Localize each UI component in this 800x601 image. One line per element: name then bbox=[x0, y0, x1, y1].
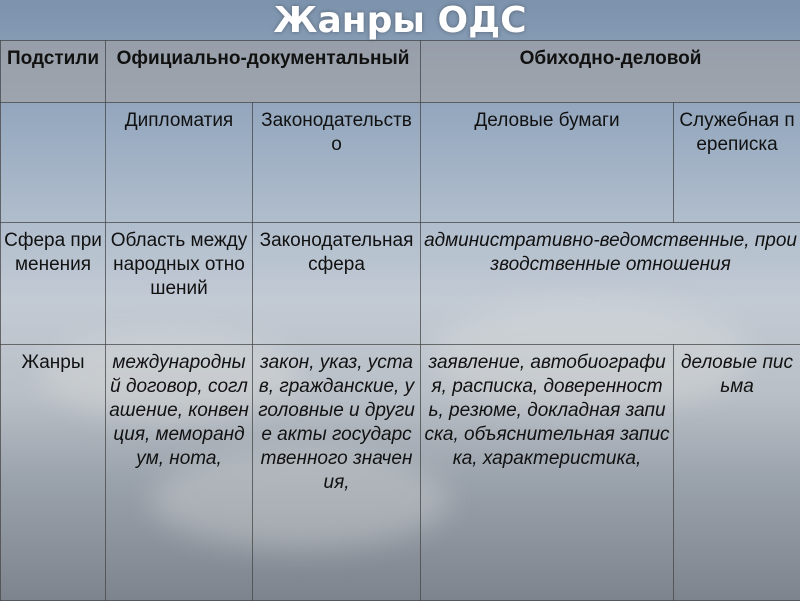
business-papers-subheader: Деловые бумаги bbox=[421, 103, 674, 223]
diplomacy-subheader: Дипломатия bbox=[106, 103, 253, 223]
everyday-business-header: Обиходно-деловой bbox=[421, 41, 800, 103]
genres-table bbox=[0, 40, 800, 601]
sphere-diplomacy: Область международных отношений bbox=[106, 223, 253, 345]
official-documentary-header: Официально-документальный bbox=[106, 41, 421, 103]
genres-label: Жанры bbox=[1, 345, 106, 601]
genres-correspondence: деловые письма bbox=[674, 345, 800, 601]
subheader-row bbox=[1, 103, 800, 223]
sphere-label: Сфера применения bbox=[1, 223, 106, 345]
header-row bbox=[1, 41, 800, 103]
genres-business-papers: заявление, автобиография, расписка, доверенность, резюме, докладная записка, объяснительная записка, характеристика, bbox=[421, 345, 674, 601]
sphere-row bbox=[1, 223, 800, 345]
page-title: Жанры ОДС bbox=[0, 0, 800, 40]
legislation-subheader: Законодательство bbox=[253, 103, 421, 223]
sphere-everyday: административно-ведомственные, производственные отношения bbox=[421, 223, 800, 345]
sphere-legislation: Законодательная сфера bbox=[253, 223, 421, 345]
genres-diplomacy: международный договор, соглашение, конвенция, меморандум, нота, bbox=[106, 345, 253, 601]
substyles-header: Подстили bbox=[1, 41, 106, 103]
genres-row bbox=[1, 345, 800, 601]
official-correspondence-subheader: Служебная переписка bbox=[674, 103, 800, 223]
empty-cell bbox=[1, 103, 106, 223]
genres-legislation: закон, указ, устав, гражданские, уголовные и другие акты государственного значения, bbox=[253, 345, 421, 601]
